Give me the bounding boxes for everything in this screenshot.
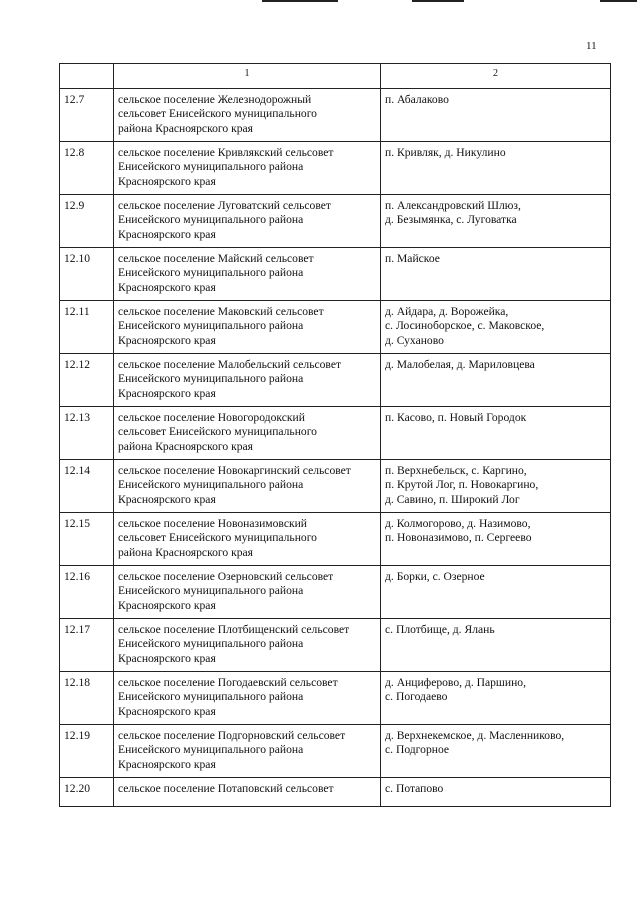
top-rule-left [262,0,338,2]
settlement-name-cell: сельское поселение Погодаевский сельсовет Енисейского муниципального района Красноярского края [114,671,381,724]
localities-cell: д. Айдара, д. Ворожейка, с. Лосиноборское, с. Маковское, д. Суханово [381,300,611,353]
row-number-cell: 12.8 [60,141,114,194]
table-row [60,88,611,141]
table-row [60,194,611,247]
settlement-name-cell: сельское поселение Майский сельсовет Енисейского муниципального района Красноярского края [114,247,381,300]
localities-cell: д. Колмогорово, д. Назимово, п. Новоназимово, п. Сергеево [381,512,611,565]
row-number-cell: 12.7 [60,88,114,141]
settlement-name-cell: сельское поселение Луговатский сельсовет Енисейского муниципального района Красноярского края [114,194,381,247]
row-number-cell: 12.20 [60,777,114,807]
settlements-table [59,63,611,807]
localities-cell: д. Верхнекемское, д. Масленниково, с. Подгорное [381,724,611,777]
row-number-cell: 12.18 [60,671,114,724]
settlement-name-cell: сельское поселение Малобельский сельсовет Енисейского муниципального района Красноярского края [114,353,381,406]
header-cell-2: 2 [381,64,611,89]
row-number-cell: 12.16 [60,565,114,618]
settlement-name-cell: сельское поселение Новоназимовский сельсовет Енисейского муниципального района Красноярского края [114,512,381,565]
settlement-name-cell: сельское поселение Плотбищенский сельсовет Енисейского муниципального района Красноярского края [114,618,381,671]
settlement-name-cell: сельское поселение Потаповский сельсовет [114,777,381,807]
row-number-cell: 12.11 [60,300,114,353]
table-row [60,724,611,777]
table-row [60,459,611,512]
localities-cell: п. Касово, п. Новый Городок [381,406,611,459]
top-rule-middle [412,0,464,2]
table-row [60,512,611,565]
localities-cell: п. Майское [381,247,611,300]
page-number: 11 [586,40,597,52]
row-number-cell: 12.17 [60,618,114,671]
row-number-cell: 12.9 [60,194,114,247]
table-row [60,247,611,300]
row-number-cell: 12.13 [60,406,114,459]
localities-cell: д. Малобелая, д. Мариловцева [381,353,611,406]
row-number-cell: 12.14 [60,459,114,512]
localities-cell: п. Верхнебельск, с. Каргино, п. Крутой Лог, п. Новокаргино, д. Савино, п. Широкий Лог [381,459,611,512]
settlement-name-cell: сельское поселение Железнодорожный сельсовет Енисейского муниципального района Красноярского края [114,88,381,141]
localities-cell: п. Абалаково [381,88,611,141]
settlement-name-cell: сельское поселение Маковский сельсовет Енисейского муниципального района Красноярского края [114,300,381,353]
row-number-cell: 12.10 [60,247,114,300]
localities-cell: д. Борки, с. Озерное [381,565,611,618]
settlement-name-cell: сельское поселение Новокаргинский сельсовет Енисейского муниципального района Красноярского края [114,459,381,512]
localities-cell: д. Анциферово, д. Паршино, с. Погодаево [381,671,611,724]
table-row [60,671,611,724]
table-row [60,300,611,353]
table-row [60,141,611,194]
localities-cell: п. Александровский Шлюз, д. Безымянка, с. Луговатка [381,194,611,247]
localities-cell: с. Плотбище, д. Ялань [381,618,611,671]
settlement-name-cell: сельское поселение Подгорновский сельсовет Енисейского муниципального района Красноярского края [114,724,381,777]
top-rule-right [600,0,637,2]
table-row [60,565,611,618]
header-cell-1: 1 [114,64,381,89]
table-header-row [60,64,611,89]
row-number-cell: 12.12 [60,353,114,406]
header-cell-number [60,64,114,89]
localities-cell: с. Потапово [381,777,611,807]
localities-cell: п. Кривляк, д. Никулино [381,141,611,194]
settlement-name-cell: сельское поселение Озерновский сельсовет Енисейского муниципального района Красноярского края [114,565,381,618]
table-row [60,353,611,406]
settlement-name-cell: сельское поселение Кривлякский сельсовет Енисейского муниципального района Красноярского края [114,141,381,194]
table-row [60,777,611,807]
settlement-name-cell: сельское поселение Новогородокский сельсовет Енисейского муниципального района Красноярского края [114,406,381,459]
table-row [60,406,611,459]
table-row [60,618,611,671]
row-number-cell: 12.15 [60,512,114,565]
row-number-cell: 12.19 [60,724,114,777]
